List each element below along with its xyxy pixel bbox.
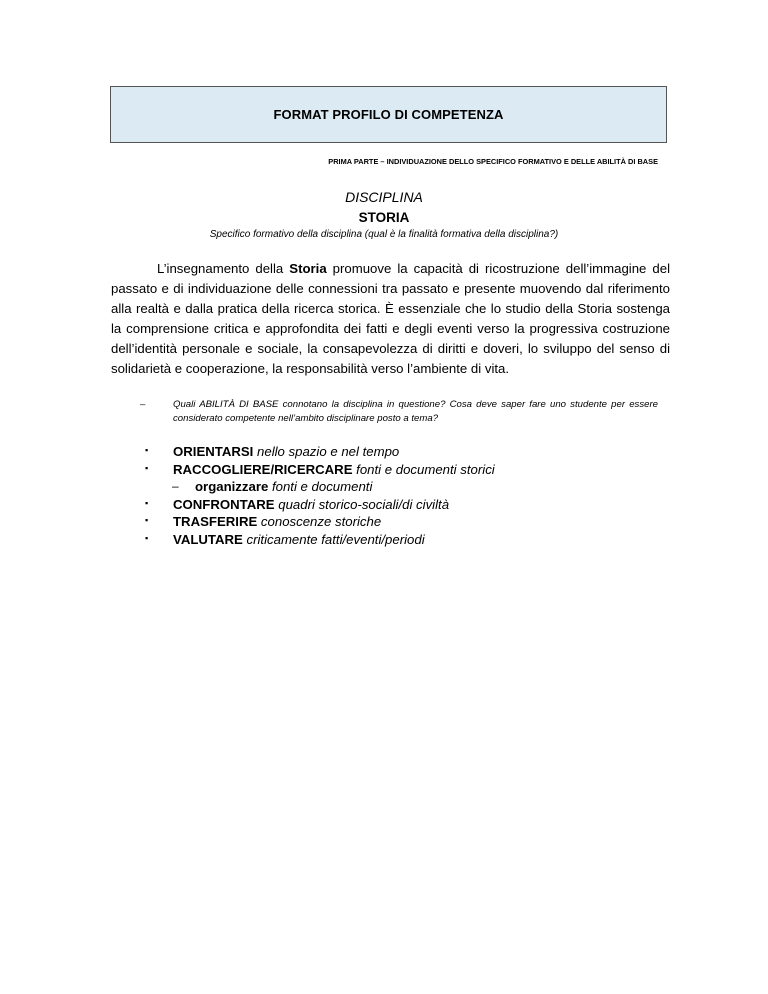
- title-box: [110, 86, 667, 143]
- document-title: FORMAT PROFILO DI COMPETENZA: [273, 107, 504, 122]
- square-bullet-icon: ▪: [145, 462, 149, 473]
- skill-item: [145, 513, 705, 531]
- subject-name: STORIA: [358, 210, 410, 225]
- skill-verb: TRASFERIRE: [173, 514, 258, 529]
- skill-verb: CONFRONTARE: [173, 496, 275, 512]
- skills-question-text: Quali ABILITÀ DI BASE connotano la disciplina in questione? Cosa deve saper fare uno studente per essere considerato competente nell’ambito disciplinare posto a tema?: [173, 399, 658, 424]
- dash-bullet: –: [140, 399, 146, 410]
- skill-item: [145, 443, 705, 461]
- skills-question: [140, 398, 658, 426]
- square-bullet-icon: ▪: [145, 515, 149, 525]
- skill-verb: organizzare: [195, 479, 269, 494]
- skill-subitem: [145, 478, 705, 496]
- paragraph-subject: Storia: [289, 261, 327, 276]
- skill-verb: VALUTARE: [173, 531, 243, 547]
- skill-detail: conoscenze storiche: [257, 514, 382, 529]
- skill-item: [145, 461, 705, 479]
- paragraph-body: promuove la capacità di ricostruzione dell’immagine del passato e di individuazione delle connessioni tra passato e presente muovendo dal riferimento alla realtà e dalla pratica della ricerca storica. È essenziale che lo studio della Storia sostenga la comprensione critica e approfondita dei fatti e degli eventi verso la progressiva costruzione dell’identità personale e sociale, la consapevolezza di diritti e doveri, lo sviluppo del senso di solidarietà e cooperazione, la responsabilità verso l’ambiente di vita.: [111, 261, 671, 376]
- skill-item: [145, 531, 705, 549]
- skill-detail: fonti e documenti storici: [352, 461, 495, 477]
- paragraph-intro: L’insegnamento della: [157, 261, 290, 276]
- description-paragraph: [111, 259, 670, 379]
- skill-detail: nello spazio e nel tempo: [253, 444, 400, 459]
- dash-bullet: –: [172, 479, 179, 493]
- skill-verb: RACCOGLIERE/RICERCARE: [173, 461, 353, 477]
- square-bullet-icon: ▪: [145, 532, 149, 543]
- skills-list: [145, 443, 705, 548]
- square-bullet-icon: ▪: [145, 497, 149, 508]
- part-title: PRIMA PARTE – INDIVIDUAZIONE DELLO SPECIFICO FORMATIVO E DELLE ABILITÀ DI BASE: [328, 157, 658, 166]
- formative-question: Specifico formativo della disciplina (qual è la finalità formativa della disciplina?): [209, 229, 559, 240]
- skill-detail: quadri storico-sociali/di civiltà: [274, 496, 450, 512]
- skill-detail: fonti e documenti: [268, 479, 373, 494]
- square-bullet-icon: ▪: [145, 445, 149, 455]
- skill-detail: criticamente fatti/eventi/periodi: [242, 531, 425, 547]
- skill-verb: ORIENTARSI: [173, 444, 254, 459]
- skill-item: [145, 496, 705, 514]
- discipline-label: DISCIPLINA: [345, 189, 423, 205]
